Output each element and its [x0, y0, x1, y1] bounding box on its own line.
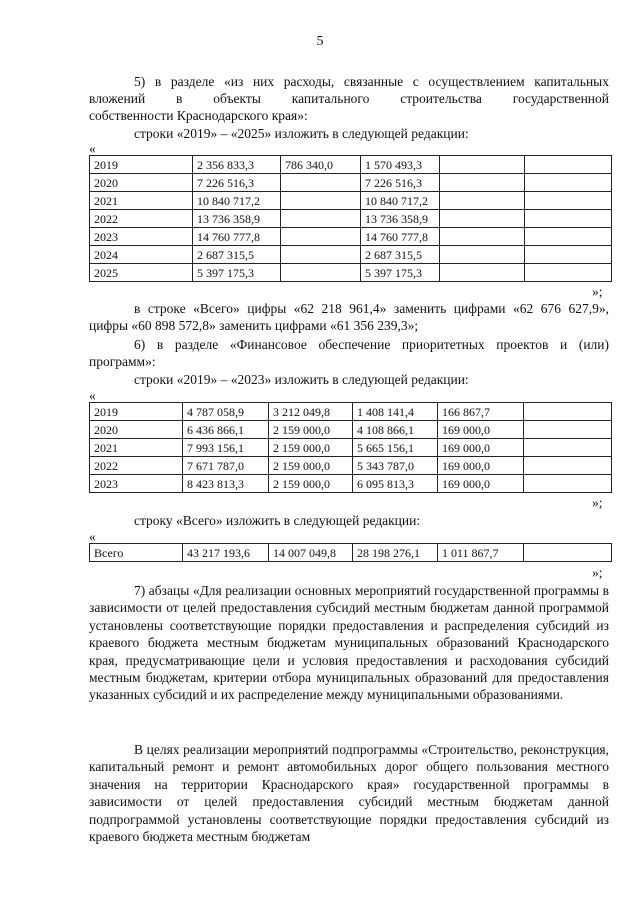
table-cell: 5 397 175,3 [193, 264, 281, 282]
table-row [90, 210, 612, 228]
table-cell [524, 403, 612, 421]
table-cell: 2 687 315,5 [193, 246, 281, 264]
table-cell: Всего [90, 544, 183, 562]
table-cell: 2021 [90, 192, 193, 210]
table-cell [525, 192, 612, 210]
item5-rows-instruction: строки «2019» – «2025» изложить в следующей редакции: [134, 126, 469, 141]
table-cell [524, 439, 612, 457]
item6-close-quote: »; [592, 495, 603, 510]
item7-paragraph-1: 7) абзацы «Для реализации основных мероприятий государственной программы в зависимости от целей предоставления субсидий местным бюджетам данной программой установлены соответствующие порядки предоставления и распределения субсидий из краевого бюджета местным бюджетам муниципальных образований Краснодарского края, предусматривающие цели и условия предоставления и расходования субсидий местным бюджетам, критерии отбора муниципальных образований для предоставления указанных субсидий и их распределение между муниципальными образованиями. [89, 583, 609, 703]
table-cell [440, 264, 525, 282]
table-cell [440, 228, 525, 246]
table-cell: 13 736 358,9 [361, 210, 440, 228]
table-cell: 2025 [90, 264, 193, 282]
table-cell [281, 228, 361, 246]
table-cell [281, 174, 361, 192]
table-cell [281, 210, 361, 228]
item6-total-table [89, 543, 612, 562]
table-cell [440, 192, 525, 210]
table-cell: 14 760 777,8 [193, 228, 281, 246]
item7-paragraph-2: В целях реализации мероприятий подпрограммы «Строительство, реконструкция, капитальный ремонт и ремонт автомобильных дорог общего пользования местного значения на территории Краснодарского края» государственной программы в зависимости от целей предоставления субсидий местным бюджетам данной подпрограммой установлены соответствующие порядки предоставления субсидий из краевого бюджета местным бюджетам [89, 742, 609, 845]
table-cell [524, 457, 612, 475]
item5-line-1: 5) в разделе «из них расходы, связанные с осуществлением капитальных [134, 74, 609, 89]
table-cell [525, 210, 612, 228]
table-cell: 2 687 315,5 [361, 246, 440, 264]
table-cell: 28 198 276,1 [353, 544, 438, 562]
table-cell: 7 993 156,1 [183, 439, 269, 457]
item6-line-1: 6) в разделе «Финансовое обеспечение приоритетных проектов и (или) [134, 337, 609, 352]
table-cell: 169 000,0 [438, 457, 524, 475]
table-cell [440, 174, 525, 192]
table-row [90, 457, 612, 475]
table-cell: 5 665 156,1 [353, 439, 438, 457]
table-row [90, 421, 612, 439]
table-row [90, 228, 612, 246]
table-cell: 2021 [90, 439, 183, 457]
item6-total-close-quote: »; [592, 565, 603, 580]
item5-line-2: вложений в объекты капитального строительства государственной [89, 91, 609, 106]
item6-total-instruction: строку «Всего» изложить в следующей редакции: [134, 513, 421, 528]
table-cell: 2020 [90, 421, 183, 439]
table-cell: 4 787 058,9 [183, 403, 269, 421]
item5-total-change-line-2: цифры «60 898 572,8» заменить цифрами «61 356 239,3»; [89, 318, 419, 333]
table-cell: 6 436 866,1 [183, 421, 269, 439]
table-cell: 14 760 777,8 [361, 228, 440, 246]
item6-table [89, 402, 612, 493]
table-cell: 2022 [90, 210, 193, 228]
table-cell: 13 736 358,9 [193, 210, 281, 228]
table-row [90, 264, 612, 282]
table-cell: 7 226 516,3 [193, 174, 281, 192]
item5-open-quote: « [89, 141, 96, 156]
table-cell: 2 159 000,0 [269, 475, 353, 493]
total-row [90, 544, 612, 562]
table-cell: 1 011 867,7 [438, 544, 524, 562]
table-cell: 2 356 833,3 [193, 156, 281, 174]
table-cell: 5 343 787,0 [353, 457, 438, 475]
item5-close-quote: »; [592, 284, 603, 299]
table-cell: 10 840 717,2 [361, 192, 440, 210]
table-cell: 2023 [90, 228, 193, 246]
table-cell: 1 570 493,3 [361, 156, 440, 174]
table-cell [440, 156, 525, 174]
table-row [90, 156, 612, 174]
table-cell: 5 397 175,3 [361, 264, 440, 282]
table-row [90, 192, 612, 210]
page-number: 5 [316, 34, 324, 49]
table-cell: 3 212 049,8 [269, 403, 353, 421]
table-cell [524, 475, 612, 493]
table-cell: 169 000,0 [438, 421, 524, 439]
table-row [90, 246, 612, 264]
table-cell [525, 264, 612, 282]
table-cell: 166 867,7 [438, 403, 524, 421]
table-cell: 43 217 193,6 [183, 544, 269, 562]
table-row [90, 439, 612, 457]
table-cell: 1 408 141,4 [353, 403, 438, 421]
table-cell: 2019 [90, 156, 193, 174]
table-cell: 2 159 000,0 [269, 421, 353, 439]
table-cell [440, 246, 525, 264]
item5-line-3: собственности Краснодарского края»: [89, 108, 308, 123]
table-cell [525, 156, 612, 174]
table-row [90, 403, 612, 421]
table-cell: 169 000,0 [438, 475, 524, 493]
table-cell [524, 544, 612, 562]
table-cell: 4 108 866,1 [353, 421, 438, 439]
table-cell: 2 159 000,0 [269, 457, 353, 475]
table-cell [281, 264, 361, 282]
table-cell [281, 246, 361, 264]
table-cell: 2023 [90, 475, 183, 493]
table-cell [525, 174, 612, 192]
table-cell: 169 000,0 [438, 439, 524, 457]
table-cell: 2 159 000,0 [269, 439, 353, 457]
item5-total-change-line-1: в строке «Всего» цифры «62 218 961,4» заменить цифрами «62 676 627,9», [134, 301, 609, 316]
table-row [90, 174, 612, 192]
table-cell [525, 228, 612, 246]
table-cell: 2020 [90, 174, 193, 192]
table-cell: 786 340,0 [281, 156, 361, 174]
item5-table [89, 155, 612, 282]
table-cell: 7 671 787,0 [183, 457, 269, 475]
item6-total-open-quote: « [89, 529, 96, 544]
item6-line-2: программ»: [89, 354, 156, 369]
table-cell: 10 840 717,2 [193, 192, 281, 210]
table-cell: 8 423 813,3 [183, 475, 269, 493]
table-cell [524, 421, 612, 439]
table-cell [281, 192, 361, 210]
table-cell: 2024 [90, 246, 193, 264]
table-cell: 2022 [90, 457, 183, 475]
table-cell: 2019 [90, 403, 183, 421]
table-cell [525, 246, 612, 264]
table-cell: 6 095 813,3 [353, 475, 438, 493]
table-cell: 7 226 516,3 [361, 174, 440, 192]
item6-rows-instruction: строки «2019» – «2023» изложить в следующей редакции: [134, 372, 469, 387]
table-row [90, 475, 612, 493]
table-cell: 14 007 049,8 [269, 544, 353, 562]
table-cell [440, 210, 525, 228]
item6-open-quote: « [89, 388, 96, 403]
